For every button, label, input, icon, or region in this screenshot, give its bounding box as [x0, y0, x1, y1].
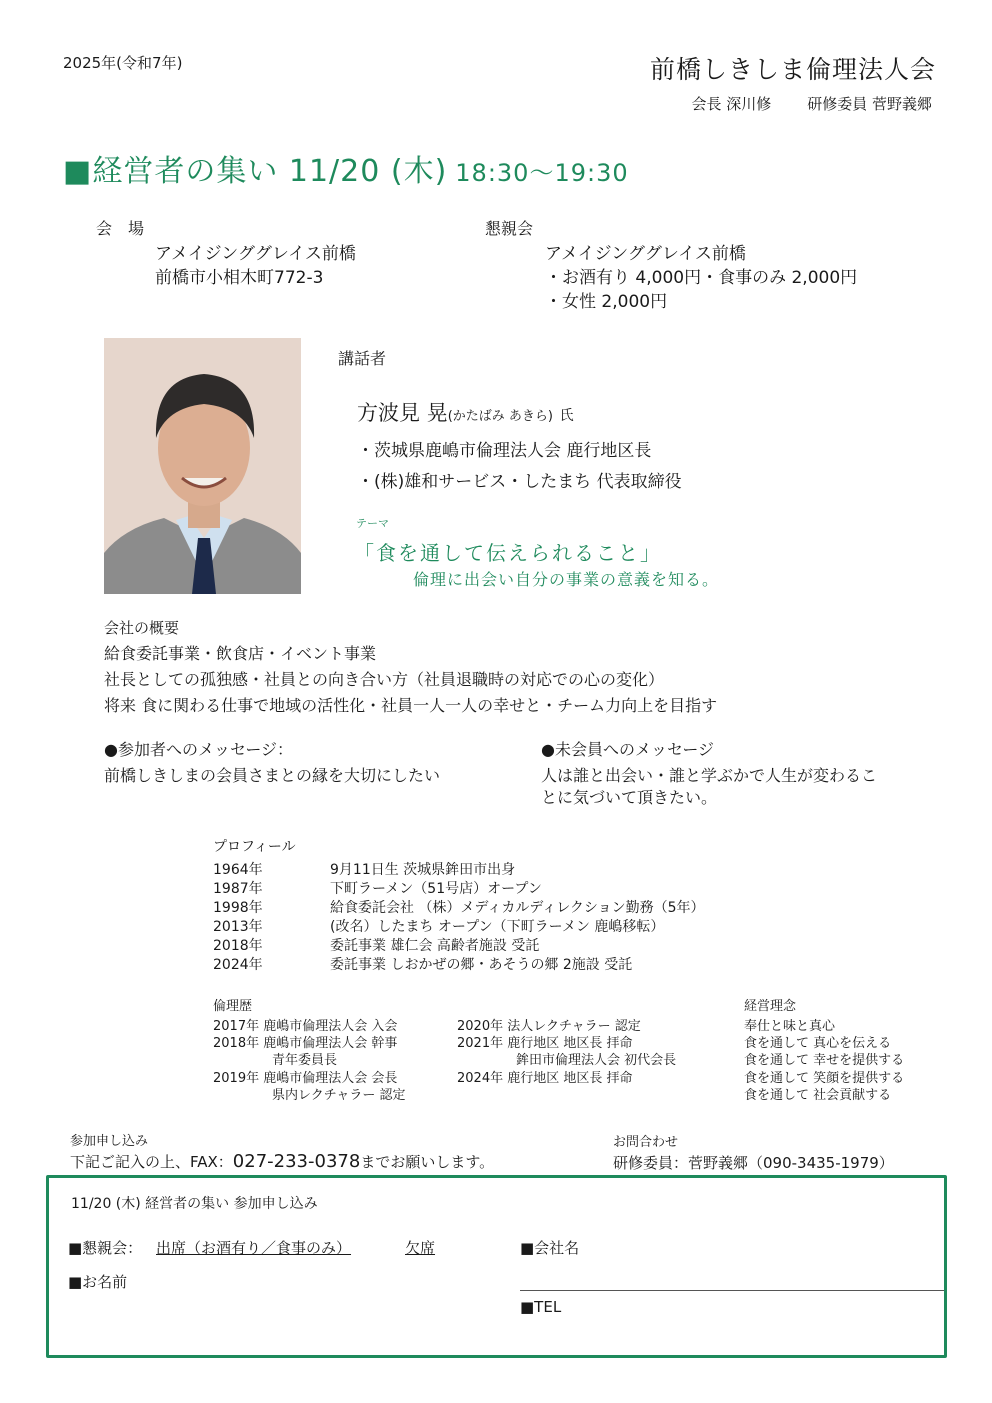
- application-label: 参加申し込み: [70, 1134, 149, 1149]
- year-label: 2025年(令和7年): [63, 54, 183, 72]
- profile-year: 1964年: [213, 862, 263, 878]
- fax-number: 027-233-0378: [232, 1151, 361, 1172]
- profile-year: 2018年: [213, 938, 263, 954]
- venue-address: 前橋市小相木町772-3: [155, 268, 324, 288]
- theme-subtitle: 倫理に出会い自分の事業の意義を知る。: [413, 570, 720, 589]
- nonmember-message-label: ●未会員へのメッセージ: [541, 740, 715, 759]
- party-price-2: ・女性 2,000円: [545, 292, 668, 312]
- officers: [691, 93, 932, 114]
- ethics-history-item: 2021年 鹿行地区 地区長 拝命: [457, 1036, 633, 1051]
- speaker-role-2: ・(株)雄和サービス・したまち 代表取締役: [357, 472, 682, 492]
- ethics-history-item: 青年委員長: [272, 1053, 338, 1068]
- ethics-history-item: 2020年 法人レクチャラー 認定: [457, 1019, 641, 1034]
- party-attendance-label: ■懇親会：: [68, 1239, 143, 1257]
- speaker-name: 方波見 晃: [357, 401, 448, 425]
- company-line-1: 給食委託事業・飲食店・イベント事業: [104, 644, 377, 663]
- profile-text: 下町ラーメン（51号店）オープン: [330, 881, 542, 897]
- ethics-history-item: 県内レクチャラー 認定: [272, 1088, 406, 1103]
- profile-year: 1998年: [213, 900, 263, 916]
- speaker-label: 講話者: [338, 349, 387, 368]
- venue-name: アメイジンググレイス前橋: [155, 244, 356, 264]
- speaker-role-1: ・茨城県鹿嶋市倫理法人会 鹿行地区長: [357, 441, 652, 461]
- profile-year: 2013年: [213, 919, 263, 935]
- participants-message-label: ●参加者へのメッセージ：: [104, 740, 294, 759]
- org-name: 前橋しきしま倫理法人会: [649, 55, 936, 84]
- event-time: 18:30～19:30: [455, 159, 629, 187]
- event-title: [63, 146, 629, 190]
- theme-title: 「食を通して伝えられること」: [354, 541, 662, 565]
- application-instructions: [70, 1151, 494, 1172]
- ethics-history-label: 倫理歴: [213, 999, 253, 1014]
- philosophy-line: 食を通して 真心を伝える: [744, 1036, 892, 1051]
- profile-text: 委託事業 雄仁会 高齢者施設 受託: [330, 938, 540, 954]
- absent-option[interactable]: 欠席: [405, 1239, 436, 1257]
- participants-message-text: 前橋しきしまの会員さまとの縁を大切にしたい: [104, 766, 441, 785]
- profile-label: プロフィール: [213, 839, 296, 855]
- venue-label: 会 場: [96, 219, 145, 238]
- speaker-name-line: [357, 397, 574, 427]
- company-line-3: 将来 食に関わる仕事で地域の活性化・社員一人一人の幸せと・チーム力向上を目指す: [104, 696, 718, 715]
- profile-text: 委託事業 しおかぜの郷・あそうの郷 2施設 受託: [330, 957, 633, 973]
- form-title: 11/20 (木) 経営者の集い 参加申し込み: [71, 1196, 318, 1212]
- nonmember-message-text-1: 人は誰と出会い・誰と学ぶかで人生が変わるこ: [541, 766, 878, 785]
- profile-year: 2024年: [213, 957, 263, 973]
- company-name-label: ■会社名: [520, 1239, 580, 1257]
- tel-label: ■TEL: [520, 1298, 562, 1316]
- contact-text: 研修委員：菅野義郷（090-3435-1979）: [613, 1154, 894, 1172]
- speaker-honorific: 氏: [559, 408, 574, 424]
- philosophy-line: 食を通して 笑顔を提供する: [744, 1071, 905, 1086]
- speaker-portrait-icon: [104, 338, 301, 594]
- speaker-reading: (かたばみ あきら): [447, 409, 553, 424]
- company-line-2: 社長としての孤独感・社員との向き合い方（社員退職時の対応での心の変化）: [104, 670, 665, 689]
- ethics-history-item: 2017年 鹿嶋市倫理法人会 入会: [213, 1019, 398, 1034]
- application-text-suffix: までお願いします。: [360, 1153, 495, 1171]
- philosophy-line: 食を通して 社会貢献する: [744, 1088, 892, 1103]
- theme-label: テーマ: [356, 517, 389, 530]
- philosophy-line: 食を通して 幸せを提供する: [744, 1053, 905, 1068]
- company-label: 会社の概要: [104, 619, 180, 637]
- ethics-history-item: 2024年 鹿行地区 地区長 拝命: [457, 1071, 633, 1086]
- party-label: 懇親会: [485, 219, 534, 238]
- philosophy-label: 経営理念: [744, 999, 797, 1014]
- party-price-1: ・お酒有り 4,000円・食事のみ 2,000円: [545, 268, 858, 288]
- committee-member: 研修委員 菅野義郷: [807, 95, 932, 113]
- ethics-history-item: 2018年 鹿嶋市倫理法人会 幹事: [213, 1036, 398, 1051]
- attend-option[interactable]: 出席（お酒有り／食事のみ）: [156, 1239, 352, 1257]
- president: 会長 深川修: [691, 95, 772, 113]
- name-label: ■お名前: [68, 1273, 128, 1291]
- application-text-prefix: 下記ご記入の上、FAX：: [70, 1153, 233, 1171]
- contact-label: お問合わせ: [613, 1135, 679, 1150]
- event-title-text: ■経営者の集い 11/20 (木): [63, 154, 448, 189]
- profile-year: 1987年: [213, 881, 263, 897]
- philosophy-line: 奉仕と味と真心: [744, 1019, 836, 1034]
- profile-text: 9月11日生 茨城県鉾田市出身: [330, 862, 516, 878]
- nonmember-message-text-2: とに気づいて頂きたい。: [541, 788, 718, 807]
- ethics-history-item: 2019年 鹿嶋市倫理法人会 会長: [213, 1071, 398, 1086]
- company-name-input[interactable]: [520, 1290, 944, 1291]
- party-venue: アメイジンググレイス前橋: [545, 244, 746, 264]
- profile-text: 給食委託会社 （株）メディカルディレクション勤務（5年）: [330, 900, 705, 916]
- ethics-history-item: 鉾田市倫理法人会 初代会長: [516, 1053, 677, 1068]
- speaker-photo: [104, 338, 301, 594]
- profile-text: (改名）したまち オープン（下町ラーメン 鹿嶋移転）: [330, 919, 665, 935]
